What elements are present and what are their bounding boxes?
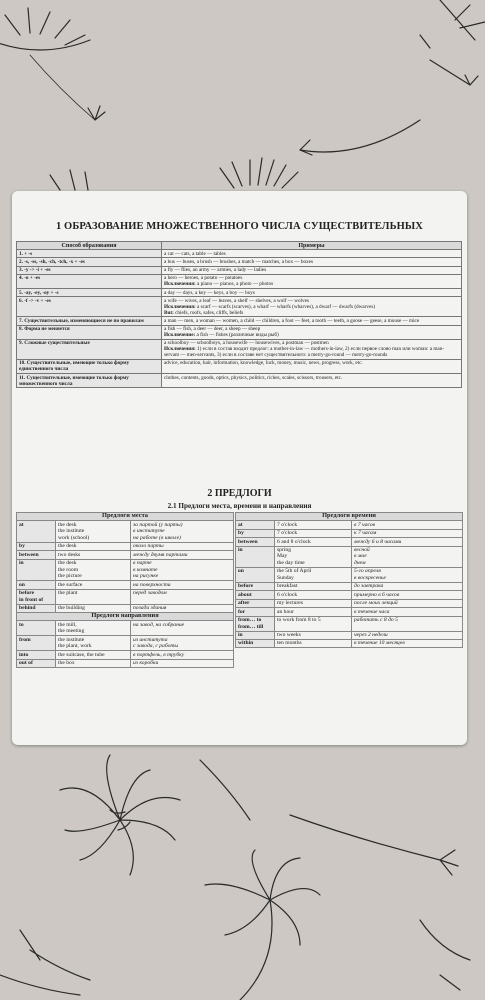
place-header: Предлоги места: [17, 513, 234, 521]
time-english-cell: 6 o'clock: [275, 591, 352, 599]
table-row: [17, 621, 234, 636]
table-row: [17, 250, 462, 258]
plural-examples-cell: clothes, contents, goods, optics, physics, politics, riches, scales, scissors, trousers, etc.: [162, 374, 462, 388]
time-russian-cell: 5-го апреля в воскресенье: [352, 568, 463, 583]
table-row: [17, 288, 462, 296]
plural-method-cell: 11. Существительные, имеющие только форму множественного числа: [17, 374, 162, 388]
section1-title: 1 ОБРАЗОВАНИЕ МНОЖЕСТВЕННОГО ЧИСЛА СУЩЕСТВИТЕЛЬНЫХ: [55, 221, 423, 232]
table-row: [17, 274, 462, 288]
time-preposition-cell: between: [236, 538, 275, 546]
time-russian-cell: в 7 часов: [352, 521, 463, 529]
time-russian-cell: в течение 10 месяцев: [352, 639, 463, 647]
table-row: [17, 339, 462, 359]
time-table: [235, 512, 463, 648]
time-russian-cell: до завтрака: [352, 583, 463, 591]
table-row: [17, 325, 462, 339]
table-row: [236, 599, 463, 607]
direction-english-cell: the suitcase, the tube: [56, 651, 131, 659]
plural-method-cell: 7. Существительные, изменяющиеся не по правилам: [17, 317, 162, 325]
table-row: [17, 604, 234, 612]
reference-sheet: [12, 191, 467, 745]
plural-examples-cell: a schoolboy — schoolboys, a housewife — housewives, a postman — postmen Исключения: 1) если в состав входит предлог: a mother-in-law — mothers-in-law, 2) если первое слово man или woman: a man-servant — men-servants, 3) если в составе нет существительного: a merry-go-round — merry-go-rounds: [162, 339, 462, 359]
place-russian-cell: около парты: [131, 542, 234, 550]
section2-title: 2 ПРЕДЛОГИ: [207, 488, 272, 499]
place-english-cell: the surface: [56, 581, 131, 589]
col-examples-header: Примеры: [162, 242, 462, 250]
plural-examples-cell: a fish — fish, a deer — deer, a sheep — sheep Исключение: a fish — fishes (различные виды рыб): [162, 325, 462, 339]
table-row: [17, 359, 462, 373]
time-english-cell: breakfast: [275, 583, 352, 591]
time-russian-cell: работать с 8 до 5: [352, 616, 463, 631]
place-russian-cell: в парте в комнате на рисунке: [131, 559, 234, 581]
time-english-cell: the 5th of April Sunday: [275, 568, 352, 583]
table-row: [236, 521, 463, 529]
time-preposition-cell: after: [236, 599, 275, 607]
time-english-cell: an hour: [275, 608, 352, 616]
time-english-cell: ten months: [275, 639, 352, 647]
plural-examples-cell: a wife — wives, a leaf — leaves, a shelf — shelves, a wolf — wolves Исключения: a scarf — scarfs (scarves), a wharf — wharfs (wharves), a dwarf — dwarfs (dwarves) But: chiefs, roofs, safes, cliffs, beliefs: [162, 297, 462, 317]
time-russian-cell: весной в мае днем: [352, 546, 463, 568]
col-method-header: Способ образования: [17, 242, 162, 250]
time-russian-cell: примерно в 6 часов: [352, 591, 463, 599]
plural-examples-cell: a man — men, a woman — women, a child — children, a foot — feet, a tooth — teeth, a goose — geese, a mouse — mice: [162, 317, 462, 325]
direction-preposition-cell: into: [17, 651, 56, 659]
plural-method-cell: 2. -s, -ss, -sh, -ch, -tch, -x + -es: [17, 258, 162, 266]
place-preposition-cell: by: [17, 542, 56, 550]
plural-examples-cell: a bus — buses, a brush — brushes, a match — matches, a box — boxes: [162, 258, 462, 266]
place-english-cell: the desk the room the picture: [56, 559, 131, 581]
table-row: [236, 529, 463, 537]
direction-russian-cell: из коробки: [131, 659, 234, 667]
time-english-cell: two weeks: [275, 631, 352, 639]
place-english-cell: the plant: [56, 589, 131, 604]
time-preposition-cell: for: [236, 608, 275, 616]
direction-preposition-cell: out of: [17, 659, 56, 667]
time-header: Предлоги времени: [236, 513, 463, 521]
place-table-body: [17, 521, 234, 613]
plural-method-cell: 4. -o + -es: [17, 274, 162, 288]
place-english-cell: two desks: [56, 551, 131, 559]
table-header-row: [17, 242, 462, 250]
time-preposition-cell: from… to from… till: [236, 616, 275, 631]
table-row: [17, 317, 462, 325]
time-english-cell: spring May the day time: [275, 546, 352, 568]
direction-english-cell: the mill, the meeting: [56, 621, 131, 636]
direction-russian-cell: из института с завода, с работы: [131, 636, 234, 651]
plural-examples-cell: advice, education, hair, information, knowledge, luck, money, music, news, progress, work, etc.: [162, 359, 462, 373]
plural-examples-cell: a cat — cats, a table — tables: [162, 250, 462, 258]
time-preposition-cell: in: [236, 546, 275, 568]
table-row: [236, 568, 463, 583]
time-english-cell: to work from 8 to 5: [275, 616, 352, 631]
time-english-cell: 6 and 8 o'clock: [275, 538, 352, 546]
table-row: [17, 542, 234, 550]
time-russian-cell: к 7 часам: [352, 529, 463, 537]
time-preposition-cell: in: [236, 631, 275, 639]
place-russian-cell: перед заводом: [131, 589, 234, 604]
table-row: [17, 659, 234, 667]
table-row: [17, 559, 234, 581]
table-row: [17, 651, 234, 659]
plural-method-cell: 6. -f -> -v + -es: [17, 297, 162, 317]
place-english-cell: the desk: [56, 542, 131, 550]
place-preposition-cell: on: [17, 581, 56, 589]
time-english-cell: 7 o'clock: [275, 529, 352, 537]
plural-method-cell: 9. Сложные существительные: [17, 339, 162, 359]
time-english-cell: 7 o'clock: [275, 521, 352, 529]
plural-method-cell: 10. Существительные, имеющие только форму единственного числа: [17, 359, 162, 373]
place-preposition-cell: at: [17, 521, 56, 543]
direction-header: Предлоги направления: [17, 612, 234, 620]
time-preposition-cell: on: [236, 568, 275, 583]
plural-examples-cell: a hero — heroes, a potato — potatoes Исключения: a piano — pianos, a photo — photos: [162, 274, 462, 288]
place-russian-cell: позади здания: [131, 604, 234, 612]
time-preposition-cell: within: [236, 639, 275, 647]
direction-russian-cell: в портфель, в трубку: [131, 651, 234, 659]
table-row: [236, 591, 463, 599]
plural-table-body: [17, 250, 462, 388]
table-row: [17, 374, 462, 388]
table-row: [17, 589, 234, 604]
table-row: [17, 297, 462, 317]
table-row: [236, 546, 463, 568]
table-row: [17, 258, 462, 266]
table-row: [236, 538, 463, 546]
place-preposition-cell: behind: [17, 604, 56, 612]
table-row: [236, 616, 463, 631]
time-russian-cell: после моих лекций: [352, 599, 463, 607]
table-row: [236, 639, 463, 647]
place-russian-cell: за партой (у парты) в институте на работе (в школе): [131, 521, 234, 543]
plural-method-cell: 8. Форма не меняется: [17, 325, 162, 339]
table-row: [236, 583, 463, 591]
time-english-cell: my lectures: [275, 599, 352, 607]
place-english-cell: the building: [56, 604, 131, 612]
time-preposition-cell: at: [236, 521, 275, 529]
place-preposition-cell: before in front of: [17, 589, 56, 604]
table-row: [17, 636, 234, 651]
time-russian-cell: в течение часа: [352, 608, 463, 616]
place-preposition-cell: in: [17, 559, 56, 581]
direction-english-cell: the institute the plant, work: [56, 636, 131, 651]
plural-examples-cell: a day — days, a key — keys, a boy — boys: [162, 288, 462, 296]
plural-formation-table: [16, 241, 462, 388]
plural-method-cell: 3. -y -> -i + -es: [17, 266, 162, 274]
direction-english-cell: the box: [56, 659, 131, 667]
time-russian-cell: между 6 и 8 часами: [352, 538, 463, 546]
table-row: [236, 608, 463, 616]
table-row: [17, 581, 234, 589]
direction-preposition-cell: to: [17, 621, 56, 636]
place-russian-cell: на поверхности: [131, 581, 234, 589]
table-row: [17, 551, 234, 559]
table-row: [17, 266, 462, 274]
plural-examples-cell: a fly — flies, an army — armies, a lady — ladies: [162, 266, 462, 274]
direction-russian-cell: на завод, на собрание: [131, 621, 234, 636]
time-table-body: [236, 521, 463, 648]
plural-method-cell: 5. -ay, -ey, -oy + -s: [17, 288, 162, 296]
place-english-cell: the desk the institute work (school): [56, 521, 131, 543]
plural-method-cell: 1. + -s: [17, 250, 162, 258]
time-russian-cell: через 2 недели: [352, 631, 463, 639]
time-preposition-cell: before: [236, 583, 275, 591]
direction-table-body: [17, 621, 234, 668]
time-preposition-cell: by: [236, 529, 275, 537]
time-preposition-cell: about: [236, 591, 275, 599]
place-russian-cell: между двумя партами: [131, 551, 234, 559]
section2-subtitle: 2.1 Предлоги места, времени и направления: [167, 502, 312, 510]
place-direction-table: [16, 512, 234, 668]
place-preposition-cell: between: [17, 551, 56, 559]
table-row: [17, 521, 234, 543]
direction-preposition-cell: from: [17, 636, 56, 651]
table-row: [236, 631, 463, 639]
